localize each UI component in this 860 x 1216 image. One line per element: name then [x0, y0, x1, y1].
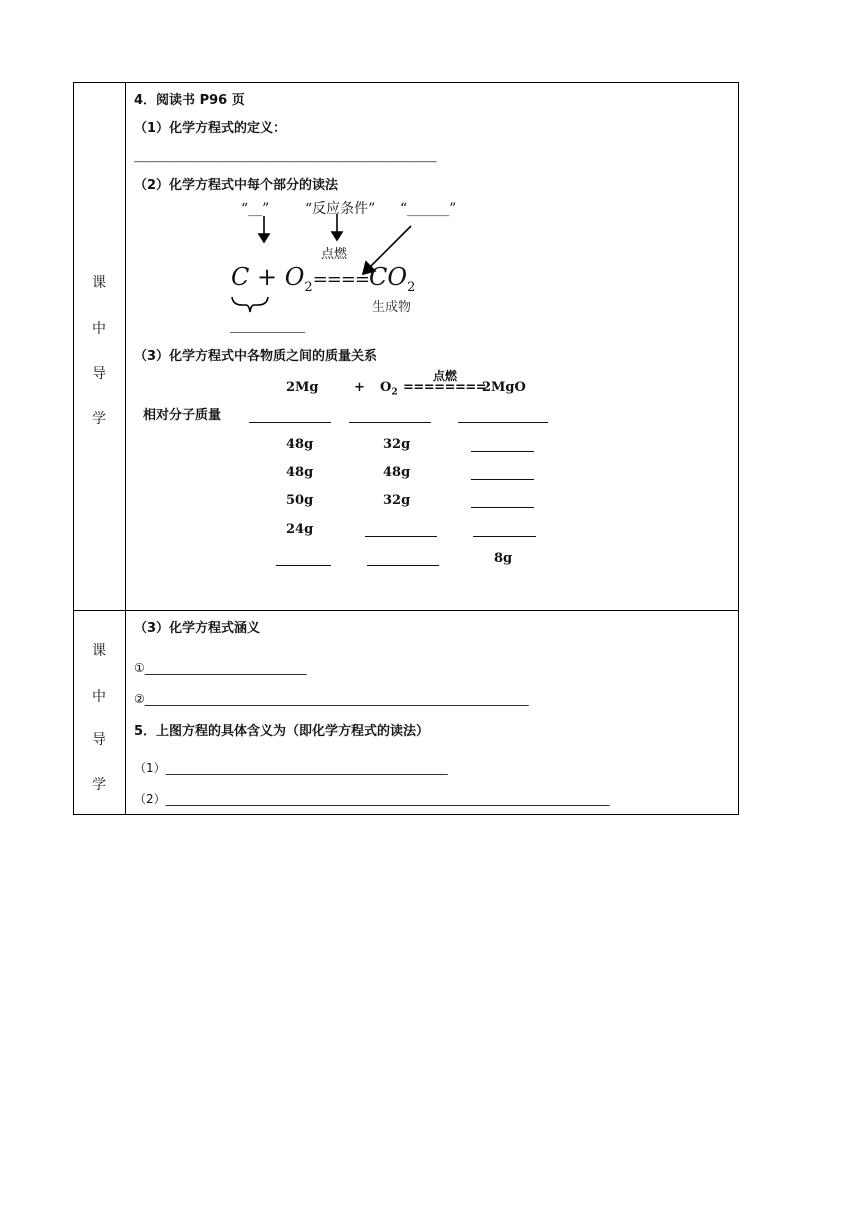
reactants-answer-line: [230, 332, 305, 333]
eq2-o-sub: 2: [391, 387, 398, 398]
mass-row-1-mg: 48g: [286, 437, 314, 452]
reading-answer-2: （2）__________________________________________________________________________: [134, 792, 610, 806]
table-border-bottom: [73, 814, 739, 815]
side-char: 中: [92, 321, 106, 337]
reading-answer-1: （1）_______________________________________________: [134, 761, 448, 775]
eq2-condition: 点燃: [433, 369, 458, 383]
question-3-mass-relation: （3）化学方程式中各物质之间的质量关系: [134, 349, 378, 364]
table-border-right: [738, 82, 739, 815]
meaning-answer-1: ①___________________________: [134, 661, 307, 675]
rel-mass-blank-o2: [349, 422, 431, 423]
side-char: 学: [92, 777, 106, 793]
table-column-divider: [125, 82, 126, 815]
meaning-heading: （3）化学方程式涵义: [134, 621, 261, 636]
mass-row-3-mg: 50g: [286, 493, 314, 508]
mass-row-3-mgo-blank: [471, 507, 534, 508]
table-border-middle: [73, 610, 739, 611]
side-char: 课: [92, 275, 106, 291]
mass-row-5-o2-blank: [367, 565, 439, 566]
mass-row-4-mgo-blank: [473, 536, 536, 537]
eq2-product-mgo: 2MgO: [482, 380, 526, 395]
arrow-reactants-head: [259, 234, 269, 242]
side-char: 学: [92, 411, 106, 427]
relative-molecular-mass-label: 相对分子质量: [143, 408, 222, 423]
meaning-answer-2: ②________________________________________________________________: [134, 692, 529, 706]
condition-label: 点燃: [321, 247, 348, 262]
table-border-top: [73, 82, 739, 83]
rel-mass-blank-mg: [249, 422, 331, 423]
mass-row-2-o2: 48g: [383, 465, 411, 480]
eq-left-sub: 2: [304, 279, 313, 295]
definition-answer-line: _______________________________________________________________: [134, 152, 437, 163]
mass-row-2-mgo-blank: [471, 479, 534, 480]
mass-row-3-o2: 32g: [383, 493, 411, 508]
quote-condition: “反应条件”: [305, 201, 376, 217]
quote-reactants: “__”: [241, 201, 270, 217]
mass-row-5-mgo: 8g: [494, 551, 513, 566]
mass-row-1-o2: 32g: [383, 437, 411, 452]
reactants-brace: [230, 295, 270, 315]
eq2-reactant-mg: 2Mg: [286, 380, 319, 395]
eq-left: C + O: [231, 263, 305, 291]
side-char: 导: [92, 366, 106, 382]
side-char: 导: [92, 732, 106, 748]
item-5-heading: 5．上图方程的具体含义为（即化学方程式的读法）: [134, 724, 430, 739]
eq2-reactant-o2: [380, 380, 398, 401]
mass-row-5-mg-blank: [276, 565, 331, 566]
eq-right: CO: [369, 263, 408, 291]
arrow-condition-head: [332, 232, 342, 240]
eq-right-sub: 2: [407, 279, 416, 295]
arrow-product-line: [370, 226, 411, 267]
question-1-definition: （1）化学方程式的定义：: [134, 121, 287, 136]
rel-mass-blank-mgo: [458, 422, 548, 423]
eq-equals: ====: [312, 269, 370, 290]
mass-row-2-mg: 48g: [286, 465, 314, 480]
side-char: 课: [92, 643, 106, 659]
product-label: 生成物: [372, 300, 412, 315]
eq2-equals: ========: [403, 380, 487, 395]
question-2-reading: （2）化学方程式中每个部分的读法: [134, 178, 339, 193]
eq2-o: O: [380, 380, 392, 395]
mass-row-4-o2-blank: [365, 536, 437, 537]
quote-product: “______”: [400, 201, 457, 217]
mass-row-4-mg: 24g: [286, 522, 314, 537]
mass-row-1-mgo-blank: [471, 451, 534, 452]
item-4-heading: 4．阅读书 P96 页: [134, 93, 245, 108]
eq2-plus: +: [354, 380, 365, 395]
side-char: 中: [92, 689, 106, 705]
